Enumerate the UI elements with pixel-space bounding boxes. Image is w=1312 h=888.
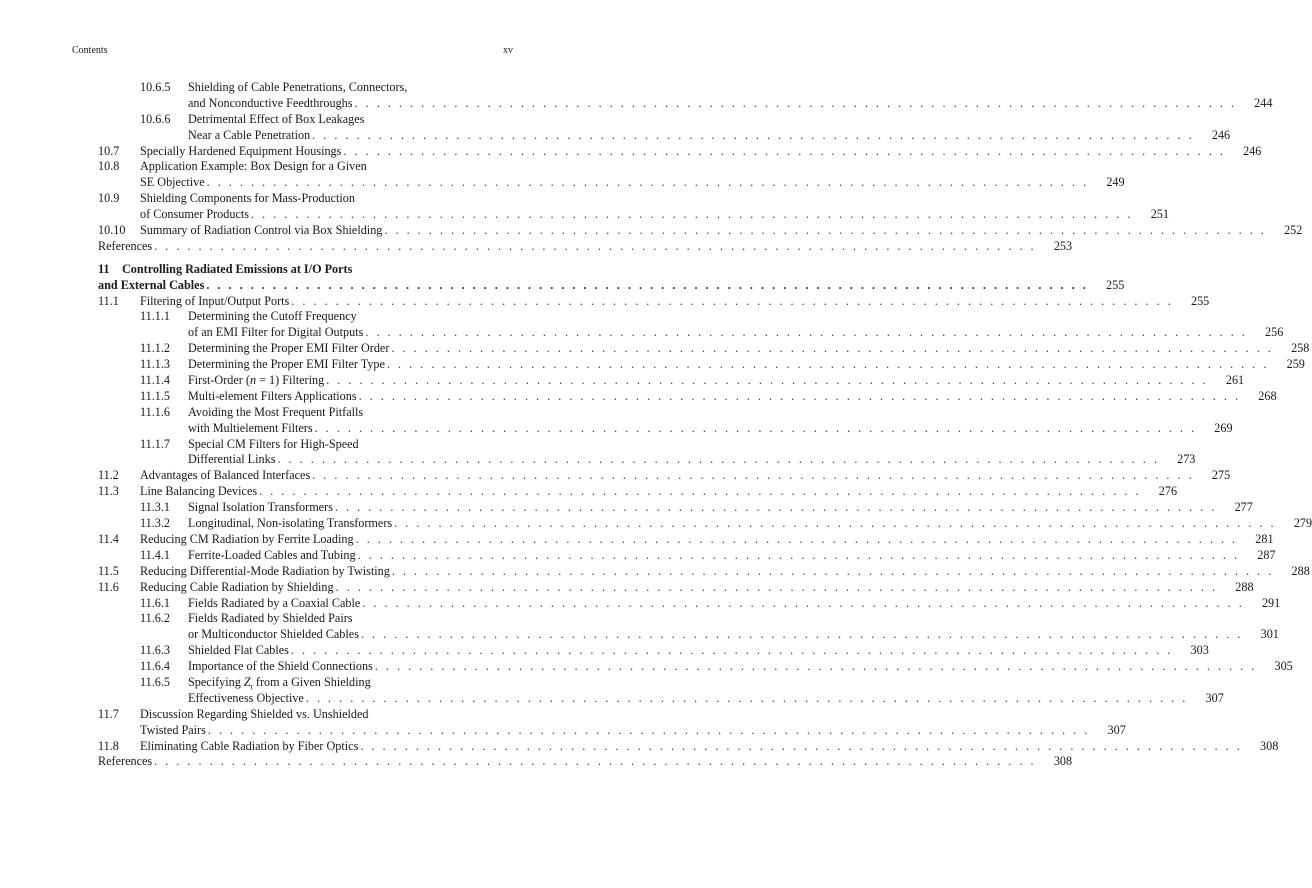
toc-entry-number: 11.1 xyxy=(98,293,119,308)
toc-entry-number: 11.6 xyxy=(98,579,119,594)
toc-entry-number: 11.3.1 xyxy=(140,500,171,515)
toc-entry-title: Determining the Cutoff Frequency xyxy=(188,309,357,324)
toc-entry-page: 307 xyxy=(1107,722,1126,737)
toc-entry[interactable] xyxy=(98,388,1277,405)
toc-entry[interactable] xyxy=(98,112,514,128)
toc-entry-number: 10.6.5 xyxy=(140,80,171,94)
toc-entry-title: and External Cables xyxy=(98,277,205,292)
toc-leader-dots: . . . . . . . . . . . . . . . . . . . . . . . . . . . . . . . . . . . . . . . . . . . . . . . . . . . . . . . . . . . . . . . . . . . . . . . . . . . . . . . . xyxy=(360,627,1243,642)
toc-entry[interactable] xyxy=(98,707,514,723)
toc-entry-number: 11.6.2 xyxy=(140,611,171,626)
toc-leader-dots: . . . . . . . . . . . . . . . . . . . . . . . . . . . . . . . . . . . . . . . . . . . . . . . . . . . . . . . . . . . . . . . . . . . . . . . . . . . . . . . . xyxy=(357,547,1240,562)
toc-entry-number: 11.1.4 xyxy=(140,373,171,388)
toc-entry-title: Determining the Proper EMI Filter Type xyxy=(188,357,385,372)
toc-entry-number: 10.10 xyxy=(98,223,126,238)
toc-entry[interactable] xyxy=(98,547,1276,564)
toc-entry-title: Advantages of Balanced Interfaces xyxy=(140,468,311,483)
toc-leader-dots: . . . . . . . . . . . . . . . . . . . . . . . . . . . . . . . . . . . . . . . . . . . . . . . . . . . . . . . . . . . . . . . . . . . . . . . . . . . . . . . . xyxy=(154,754,1037,769)
toc-entry-title: Reducing Differential-Mode Radiation by Twisting xyxy=(140,563,390,578)
toc-entry[interactable] xyxy=(98,468,1231,484)
toc-entry-number: 11.1.2 xyxy=(140,341,171,356)
toc-entry-number: 11.1.3 xyxy=(140,357,171,372)
toc-entry[interactable] xyxy=(98,238,1073,255)
toc-entry-number: 11.6.5 xyxy=(140,674,171,689)
toc-entry-page: 258 xyxy=(1291,341,1310,356)
toc-entry-title: Summary of Radiation Control via Box Shielding xyxy=(140,223,383,238)
toc-entry-title: SE Objective xyxy=(140,175,205,190)
toc-leader-dots: . . . . . . . . . . . . . . . . . . . . . . . . . . . . . . . . . . . . . . . . . . . . . . . . . . . . . . . . . . . . . . . . . . . . . . . . . . . . . . . . xyxy=(384,223,1267,238)
toc-entry-page: 308 xyxy=(1053,754,1073,769)
toc-entry-title: Application Example: Box Design for a Given xyxy=(140,159,367,174)
toc-entry-title: Fields Radiated by Shielded Pairs xyxy=(188,611,353,626)
toc-entry-page: 301 xyxy=(1260,627,1279,642)
toc-entry-title: of an EMI Filter for Digital Outputs xyxy=(188,325,364,340)
toc-entry-number: 11.5 xyxy=(98,563,119,578)
toc-entry[interactable] xyxy=(98,277,1125,294)
toc-leader-dots: . . . . . . . . . . . . . . . . . . . . . . . . . . . . . . . . . . . . . . . . . . . . . . . . . . . . . . . . . . . . . . . . . . . . . . . . . . . . . . . . xyxy=(207,722,1090,737)
toc-leader-dots: . . . . . . . . . . . . . . . . . . . . . . . . . . . . . . . . . . . . . . . . . . . . . . . . . . . . . . . . . . . . . . . . . . . . . . . . . . . . . . . . xyxy=(154,238,1037,253)
header-section-title: Contents xyxy=(72,45,108,56)
toc-leader-dots: . . . . . . . . . . . . . . . . . . . . . . . . . . . . . . . . . . . . . . . . . . . . . . . . . . . . . . . . . . . . . . . . . . . . . . . . . . . . . . . . xyxy=(290,643,1173,658)
toc-leader-dots: . . . . . . . . . . . . . . . . . . . . . . . . . . . . . . . . . . . . . . . . . . . . . . . . . . . . . . . . . . . . . . . . . . . . . . . . . . . . . . . . xyxy=(394,516,1277,531)
toc-entry-number: 11.6.1 xyxy=(140,595,171,610)
toc-entry-number: 11.7 xyxy=(98,706,119,721)
toc-entry-title: Discussion Regarding Shielded vs. Unshielded xyxy=(140,706,369,721)
toc-leader-dots: . . . . . . . . . . . . . . . . . . . . . . . . . . . . . . . . . . . . . . . . . . . . . . . . . . . . . . . . . . . . . . . . . . . . . . . . . . . . . . . . xyxy=(391,341,1274,356)
toc-entry[interactable] xyxy=(98,516,1312,532)
toc-entry[interactable] xyxy=(98,531,1274,548)
toc-entry[interactable] xyxy=(98,95,1273,112)
toc-entry[interactable] xyxy=(98,627,1279,643)
toc-entry-page: 277 xyxy=(1234,500,1253,515)
toc-leader-dots: . . . . . . . . . . . . . . . . . . . . . . . . . . . . . . . . . . . . . . . . . . . . . . . . . . . . . . . . . . . . . . . . . . . . . . . . . . . . . . . . xyxy=(355,531,1238,546)
toc-entry[interactable] xyxy=(98,191,514,207)
toc-leader-dots: . . . . . . . . . . . . . . . . . . . . . . . . . . . . . . . . . . . . . . . . . . . . . . . . . . . . . . . . . . . . . . . . . . . . . . . . . . . . . . . . xyxy=(360,738,1243,753)
toc-entry-page: 288 xyxy=(1235,579,1254,594)
toc-entry-title: First-Order (n = 1) Filtering xyxy=(188,373,325,388)
toc-entry-title: Determining the Proper EMI Filter Order xyxy=(188,341,390,356)
toc-entry[interactable] xyxy=(98,293,1210,310)
toc-leader-dots: . . . . . . . . . . . . . . . . . . . . . . . . . . . . . . . . . . . . . . . . . . . . . . . . . . . . . . . . . . . . . . . . . . . . . . . . . . . . . . . . xyxy=(312,127,1195,142)
toc-entry[interactable] xyxy=(98,325,1284,341)
toc-entry-title: Ferrite-Loaded Cables and Tubing xyxy=(188,547,356,562)
toc-entry-title: Detrimental Effect of Box Leakages xyxy=(188,111,365,126)
toc-entry-number: 10.9 xyxy=(98,191,120,206)
toc-entry-number: 11.2 xyxy=(98,468,119,483)
toc-entry-number: 11.1.7 xyxy=(140,436,171,451)
toc-entry[interactable] xyxy=(98,738,1279,755)
toc-leader-dots: . . . . . . . . . . . . . . . . . . . . . . . . . . . . . . . . . . . . . . . . . . . . . . . . . . . . . . . . . . . . . . . . . . . . . . . . . . . . . . . . xyxy=(291,293,1174,308)
toc-entry-title: Shielding Components for Mass-Production xyxy=(140,191,355,206)
toc-leader-dots: . . . . . . . . . . . . . . . . . . . . . . . . . . . . . . . . . . . . . . . . . . . . . . . . . . . . . . . . . . . . . . . . . . . . . . . . . . . . . . . . xyxy=(374,659,1257,674)
toc-entry[interactable] xyxy=(98,127,1231,144)
toc-entry[interactable] xyxy=(98,563,1310,580)
toc-entry-number: 10.7 xyxy=(98,143,120,158)
toc-entry-page: 251 xyxy=(1150,207,1169,222)
toc-leader-dots: . . . . . . . . . . . . . . . . . . . . . . . . . . . . . . . . . . . . . . . . . . . . . . . . . . . . . . . . . . . . . . . . . . . . . . . . . . . . . . . . xyxy=(206,175,1089,190)
toc-entry-title: Eliminating Cable Radiation by Fiber Optics xyxy=(140,738,359,753)
toc-entry-number: 11.6.3 xyxy=(140,643,171,658)
toc-entry[interactable] xyxy=(98,579,1254,596)
toc-entry-title: Specially Hardened Equipment Housings xyxy=(140,143,342,158)
toc-entry-title: Effectiveness Objective xyxy=(188,690,304,705)
toc-entry-title: Fields Radiated by a Coaxial Cable xyxy=(188,595,361,610)
toc-entry-page: 276 xyxy=(1158,484,1178,499)
toc-entry[interactable] xyxy=(98,500,1253,516)
toc-leader-dots: . . . . . . . . . . . . . . . . . . . . . . . . . . . . . . . . . . . . . . . . . . . . . . . . . . . . . . . . . . . . . . . . . . . . . . . . . . . . . . . . xyxy=(335,579,1218,594)
toc-entry[interactable] xyxy=(98,223,1303,239)
toc-entry-page: 255 xyxy=(1190,293,1210,308)
toc-entry[interactable] xyxy=(98,452,1196,468)
toc-entry-title: Shielding of Cable Penetrations, Connectors, xyxy=(188,80,408,94)
toc-entry-page: 246 xyxy=(1211,127,1231,142)
toc-leader-dots: . . . . . . . . . . . . . . . . . . . . . . . . . . . . . . . . . . . . . . . . . . . . . . . . . . . . . . . . . . . . . . . . . . . . . . . . . . . . . . . . xyxy=(312,468,1195,483)
toc-entry-title: Avoiding the Most Frequent Pitfalls xyxy=(188,404,364,419)
running-header xyxy=(72,45,513,56)
toc-entry[interactable] xyxy=(98,675,514,691)
toc-entry-page: 273 xyxy=(1177,452,1196,467)
toc-leader-dots: . . . . . . . . . . . . . . . . . . . . . . . . . . . . . . . . . . . . . . . . . . . . . . . . . . . . . . . . . . . . . . . . . . . . . . . . . . . . . . . . xyxy=(365,325,1248,340)
toc-entry-title: with Multielement Filters xyxy=(188,420,313,435)
toc-entry-number: 10.8 xyxy=(98,159,120,174)
toc-leader-dots: . . . . . . . . . . . . . . . . . . . . . . . . . . . . . . . . . . . . . . . . . . . . . . . . . . . . . . . . . . . . . . . . . . . . . . . . . . . . . . . . xyxy=(391,563,1274,578)
toc-entry-number: 11.1.1 xyxy=(140,309,171,324)
toc-entry-title: Reducing CM Radiation by Ferrite Loading xyxy=(140,531,354,546)
toc-entry-page: 288 xyxy=(1291,563,1310,578)
toc-entry-page: 259 xyxy=(1286,357,1305,372)
toc-entry-title: and Nonconductive Feedthroughs xyxy=(188,95,353,110)
toc-leader-dots: . . . . . . . . . . . . . . . . . . . . . . . . . . . . . . . . . . . . . . . . . . . . . . . . . . . . . . . . . . . . . . . . . . . . . . . . . . . . . . . . xyxy=(334,500,1217,515)
toc-entry-title: Importance of the Shield Connections xyxy=(188,659,373,674)
toc-entry-number: 11.4.1 xyxy=(140,547,171,562)
toc-entry-page: 308 xyxy=(1260,738,1279,753)
toc-entry-number: 11.6.4 xyxy=(140,659,171,674)
toc-entry-page: 256 xyxy=(1265,325,1284,340)
toc-entry[interactable] xyxy=(98,611,514,627)
toc-entry-page: 307 xyxy=(1205,690,1224,705)
toc-entry-title: of Consumer Products xyxy=(140,207,250,222)
toc-entry-page: 246 xyxy=(1243,143,1262,158)
toc-entry[interactable] xyxy=(98,484,1178,500)
toc-entry[interactable] xyxy=(98,341,1310,357)
toc-entry-title: Specifying $Z_t$ from a Given Shielding xyxy=(188,674,371,692)
toc-entry-title: References xyxy=(98,754,153,769)
toc-entry[interactable] xyxy=(98,690,1224,707)
toc-entry-title: Line Balancing Devices xyxy=(140,484,258,499)
toc-entry-page: 305 xyxy=(1274,659,1293,674)
toc-entry-page: 275 xyxy=(1211,468,1231,483)
toc-entry[interactable] xyxy=(98,159,514,175)
toc-entry-page: 255 xyxy=(1106,277,1125,292)
toc-leader-dots: . . . . . . . . . . . . . . . . . . . . . . . . . . . . . . . . . . . . . . . . . . . . . . . . . . . . . . . . . . . . . . . . . . . . . . . . . . . . . . . . xyxy=(314,420,1197,435)
toc-entry[interactable] xyxy=(98,175,1125,191)
toc-entry[interactable] xyxy=(98,373,1245,389)
toc-entry-page: 291 xyxy=(1261,595,1281,610)
toc-entry-page: 303 xyxy=(1190,643,1209,658)
toc-entry-number: 11.3 xyxy=(98,484,119,499)
toc-entry-page: 281 xyxy=(1255,531,1274,546)
toc-entry-page: 268 xyxy=(1258,388,1277,403)
toc-entry[interactable] xyxy=(98,595,1281,612)
toc-entry-page: 249 xyxy=(1106,175,1125,190)
toc-leader-dots: . . . . . . . . . . . . . . . . . . . . . . . . . . . . . . . . . . . . . . . . . . . . . . . . . . . . . . . . . . . . . . . . . . . . . . . . . . . . . . . . xyxy=(354,95,1237,110)
toc-entry[interactable] xyxy=(98,754,1073,770)
toc-entry-title: Reducing Cable Radiation by Shielding xyxy=(140,579,334,594)
table-of-contents xyxy=(98,80,1312,770)
toc-entry-title: Differential Links xyxy=(188,452,276,467)
toc-entry-title: Near a Cable Penetration xyxy=(188,127,311,142)
toc-leader-dots: . . . . . . . . . . . . . . . . . . . . . . . . . . . . . . . . . . . . . . . . . . . . . . . . . . . . . . . . . . . . . . . . . . . . . . . . . . . . . . . . xyxy=(386,357,1269,372)
toc-entry-page: 287 xyxy=(1257,547,1276,562)
toc-leader-dots: . . . . . . . . . . . . . . . . . . . . . . . . . . . . . . . . . . . . . . . . . . . . . . . . . . . . . . . . . . . . . . . . . . . . . . . . . . . . . . . . xyxy=(326,373,1209,388)
toc-leader-dots: . . . . . . . . . . . . . . . . . . . . . . . . . . . . . . . . . . . . . . . . . . . . . . . . . . . . . . . . . . . . . . . . . . . . . . . . . . . . . . . . xyxy=(305,690,1188,705)
toc-entry-page: 244 xyxy=(1254,95,1273,110)
toc-entry[interactable] xyxy=(98,659,1293,675)
toc-entry-title: Filtering of Input/Output Ports xyxy=(140,293,290,308)
toc-entry-title: Twisted Pairs xyxy=(140,722,206,737)
toc-entry[interactable] xyxy=(98,80,514,96)
toc-entry-number: 11.8 xyxy=(98,738,119,753)
toc-entry[interactable] xyxy=(98,309,514,325)
toc-leader-dots: . . . . . . . . . . . . . . . . . . . . . . . . . . . . . . . . . . . . . . . . . . . . . . . . . . . . . . . . . . . . . . . . . . . . . . . . . . . . . . . . xyxy=(251,207,1133,222)
toc-entry-page: 269 xyxy=(1214,420,1233,435)
toc-leader-dots: . . . . . . . . . . . . . . . . . . . . . . . . . . . . . . . . . . . . . . . . . . . . . . . . . . . . . . . . . . . . . . . . . . . . . . . . . . . . . . . . xyxy=(277,452,1160,467)
toc-leader-dots: . . . . . . . . . . . . . . . . . . . . . . . . . . . . . . . . . . . . . . . . . . . . . . . . . . . . . . . . . . . . . . . . . . . . . . . . . . . . . . . . xyxy=(343,143,1226,158)
toc-entry-title: Longitudinal, Non-isolating Transformers xyxy=(188,516,393,531)
toc-entry-title: Controlling Radiated Emissions at I/O Ports xyxy=(122,261,353,276)
toc-entry-number: 11.1.6 xyxy=(140,404,171,419)
toc-leader-dots: . . . . . . . . . . . . . . . . . . . . . . . . . . . . . . . . . . . . . . . . . . . . . . . . . . . . . . . . . . . . . . . . . . . . . . . . . . . . . . . . xyxy=(259,484,1142,499)
toc-entry-title: Shielded Flat Cables xyxy=(188,643,289,658)
toc-entry[interactable] xyxy=(98,143,1262,160)
toc-entry-page: 252 xyxy=(1284,223,1303,238)
toc-entry[interactable] xyxy=(98,437,514,453)
toc-entry-number: 11.1.5 xyxy=(140,388,171,403)
toc-entry[interactable] xyxy=(98,420,1233,437)
toc-leader-dots: . . . . . . . . . . . . . . . . . . . . . . . . . . . . . . . . . . . . . . . . . . . . . . . . . . . . . . . . . . . . . . . . . . . . . . . . . . . . . . . . xyxy=(206,277,1089,292)
toc-entry[interactable] xyxy=(98,357,1305,373)
toc-entry-title: Multi-element Filters Applications xyxy=(188,388,357,403)
toc-entry-page: 253 xyxy=(1053,238,1073,253)
toc-entry[interactable] xyxy=(98,643,1209,659)
toc-entry-number: 11.4 xyxy=(98,531,119,546)
toc-entry-number: 11.3.2 xyxy=(140,516,171,531)
toc-entry-title: References xyxy=(98,238,153,253)
toc-entry-page: 279 xyxy=(1293,516,1312,531)
toc-entry-page: 261 xyxy=(1225,373,1245,388)
header-page-number: xv xyxy=(503,45,513,56)
toc-leader-dots: . . . . . . . . . . . . . . . . . . . . . . . . . . . . . . . . . . . . . . . . . . . . . . . . . . . . . . . . . . . . . . . . . . . . . . . . . . . . . . . . xyxy=(358,388,1241,403)
toc-entry-title: or Multiconductor Shielded Cables xyxy=(188,627,359,642)
toc-entry[interactable] xyxy=(98,262,514,278)
toc-entry-number: 11 xyxy=(98,261,110,276)
toc-entry[interactable] xyxy=(98,405,514,421)
toc-entry[interactable] xyxy=(98,722,1126,739)
toc-entry[interactable] xyxy=(98,207,1169,223)
toc-entry-title: Signal Isolation Transformers xyxy=(188,500,333,515)
toc-entry-title: Special CM Filters for High-Speed xyxy=(188,436,359,451)
toc-leader-dots: . . . . . . . . . . . . . . . . . . . . . . . . . . . . . . . . . . . . . . . . . . . . . . . . . . . . . . . . . . . . . . . . . . . . . . . . . . . . . . . . xyxy=(362,595,1245,610)
toc-entry-number: 10.6.6 xyxy=(140,111,171,126)
